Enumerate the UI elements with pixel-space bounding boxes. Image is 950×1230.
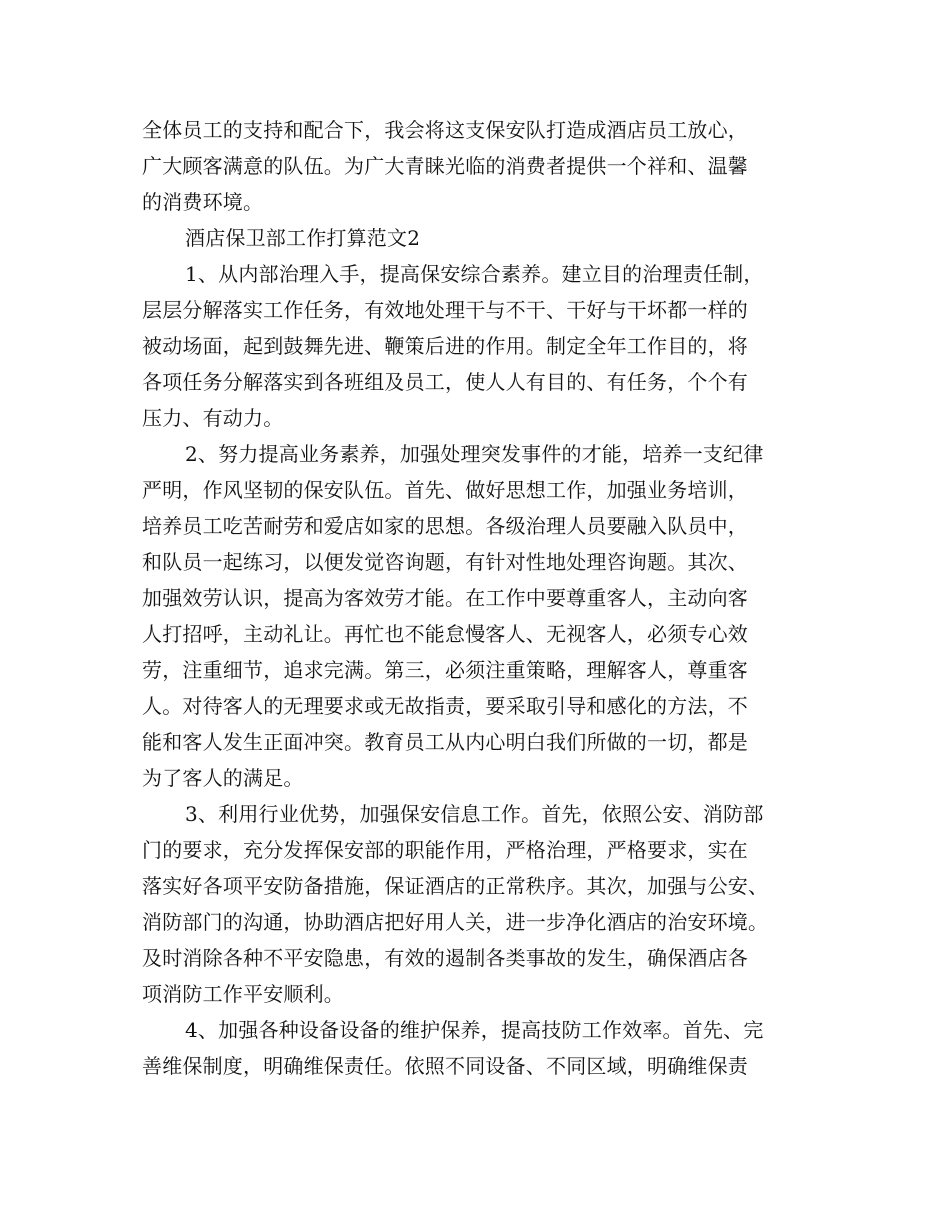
paragraph-start-line: 2、努力提高业务素养，加强处理突发事件的才能，培养一支纪律 — [185, 442, 764, 466]
body-line: 善维保制度，明确维保责任。依照不同设备、不同区域，明确维保责 — [142, 1054, 748, 1078]
body-line: 消防部门的沟通，协助酒店把好用人关，进一步净化酒店的治安环境。 — [142, 910, 769, 934]
body-line: 加强效劳认识，提高为客效劳才能。在工作中要尊重客人，主动向客 — [142, 586, 748, 610]
body-line: 压力、有动力。 — [142, 406, 284, 430]
body-line: 全体员工的支持和配合下，我会将这支保安队打造成酒店员工放心， — [142, 118, 748, 142]
paragraph-start-line: 3、利用行业优势，加强保安信息工作。首先，依照公安、消防部 — [185, 802, 764, 826]
body-line: 劳，注重细节，追求完满。第三，必须注重策略，理解客人，尊重客 — [142, 658, 748, 682]
body-line: 人。对待客人的无理要求或无故指责，要采取引导和感化的方法，不 — [142, 694, 748, 718]
body-line: 培养员工吃苦耐劳和爱店如家的思想。各级治理人员要融入队员中， — [142, 514, 748, 538]
body-line: 人打招呼，主动礼让。再忙也不能怠慢客人、无视客人，必须专心效 — [142, 622, 748, 646]
body-line: 项消防工作平安顺利。 — [142, 982, 344, 1006]
body-line: 为了客人的满足。 — [142, 766, 304, 790]
body-line: 落实好各项平安防备措施，保证酒店的正常秩序。其次，加强与公安、 — [142, 874, 769, 898]
body-line: 各项任务分解落实到各班组及员工，使人人有目的、有任务，个个有 — [142, 370, 748, 394]
section-heading: 酒店保卫部工作打算范文2 — [185, 226, 421, 250]
body-line: 被动场面，起到鼓舞先进、鞭策后进的作用。制定全年工作目的，将 — [142, 334, 748, 358]
body-line: 及时消除各种不平安隐患，有效的遏制各类事故的发生，确保酒店各 — [142, 946, 748, 970]
body-line: 层层分解落实工作任务，有效地处理干与不干、干好与干坏都一样的 — [142, 298, 748, 322]
body-line: 能和客人发生正面冲突。教育员工从内心明白我们所做的一切，都是 — [142, 730, 748, 754]
body-line: 广大顾客满意的队伍。为广大青睐光临的消费者提供一个祥和、温馨 — [142, 154, 748, 178]
paragraph-start-line: 1、从内部治理入手，提高保安综合素养。建立目的治理责任制， — [185, 262, 764, 286]
body-line: 和队员一起练习，以便发觉咨询题，有针对性地处理咨询题。其次、 — [142, 550, 748, 574]
body-line: 门的要求，充分发挥保安部的职能作用，严格治理，严格要求，实在 — [142, 838, 748, 862]
body-line: 严明，作风坚韧的保安队伍。首先、做好思想工作，加强业务培训， — [142, 478, 748, 502]
paragraph-start-line: 4、加强各种设备设备的维护保养，提高技防工作效率。首先、完 — [185, 1018, 764, 1042]
body-line: 的消费环境。 — [142, 190, 264, 214]
document-body — [142, 112, 812, 1084]
